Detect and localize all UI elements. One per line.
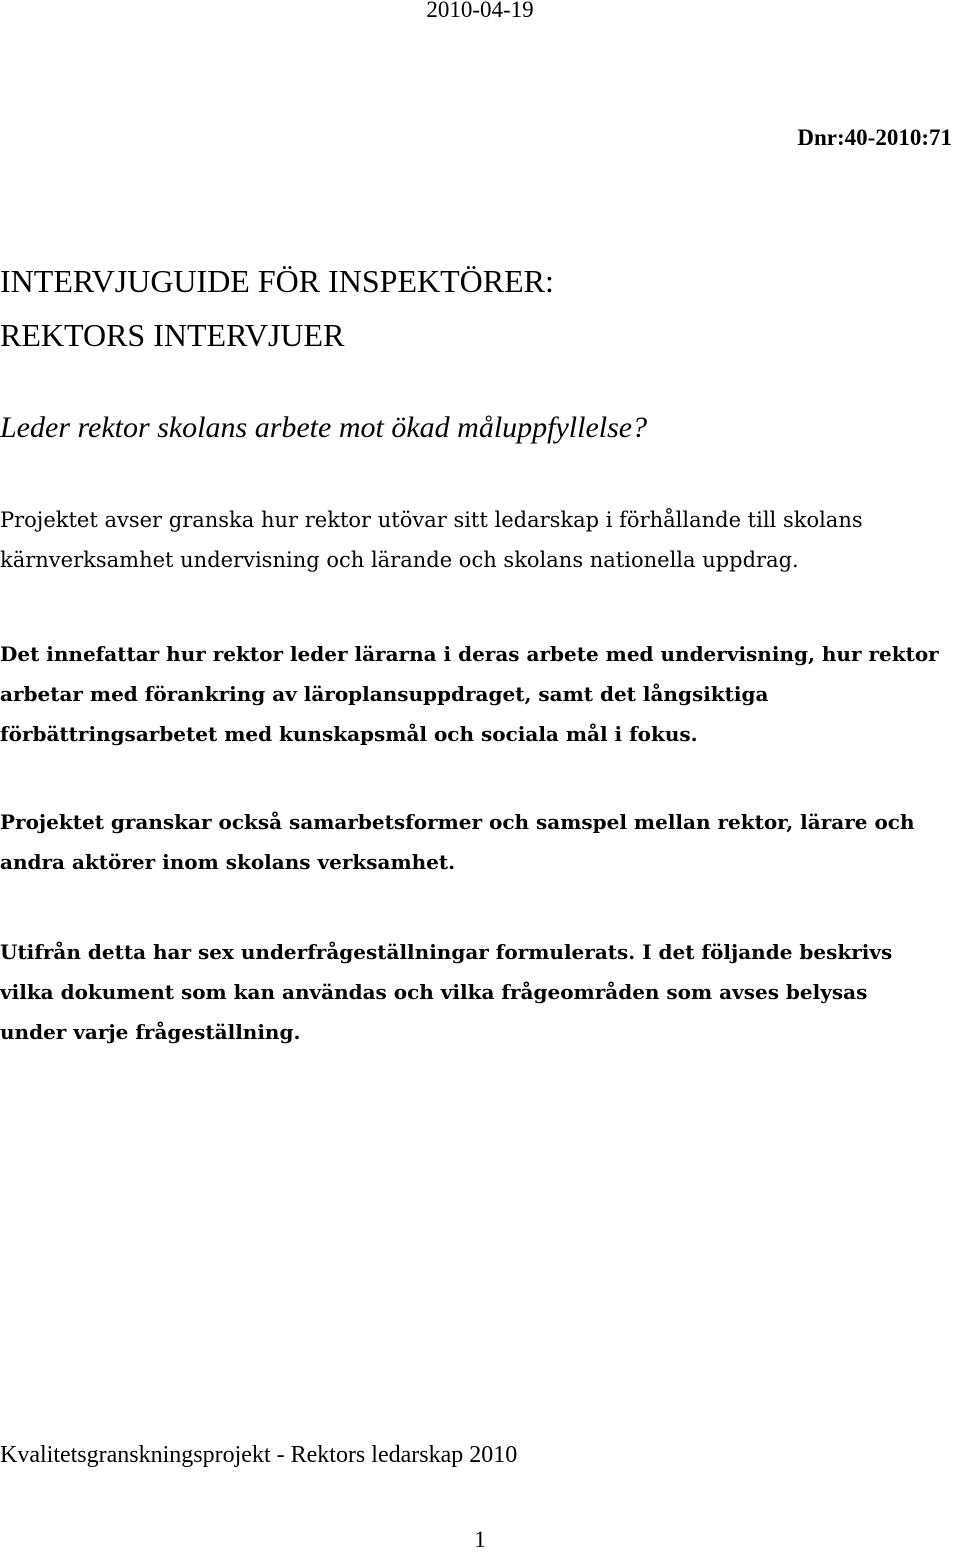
page-number: 1 bbox=[474, 1527, 486, 1552]
paragraph-line: Det innefattar hur rektor leder lärarna i deras arbete med undervisning, hur rektor bbox=[0, 642, 939, 666]
paragraph-line: förbättringsarbetet med kunskapsmål och sociala mål i fokus. bbox=[0, 722, 698, 746]
paragraph-line: vilka dokument som kan användas och vilka frågeområden som avses belysas bbox=[0, 980, 868, 1004]
paragraph-line: andra aktörer inom skolans verksamhet. bbox=[0, 850, 456, 874]
paragraph-questions bbox=[0, 932, 960, 1052]
document-subtitle: Leder rektor skolans arbete mot ökad måluppfyllelse? bbox=[0, 411, 648, 444]
paragraph-line: arbetar med förankring av läroplansuppdraget, samt det långsiktiga bbox=[0, 682, 769, 706]
paragraph-line: Utifrån detta har sex underfrågeställningar formulerats. I det följande beskrivs bbox=[0, 940, 893, 964]
registration-number: Dnr:40-2010:71 bbox=[797, 125, 952, 150]
footer-project-name: Kvalitetsgranskningsprojekt - Rektors ledarskap 2010 bbox=[0, 1442, 518, 1468]
paragraph-line: under varje frågeställning. bbox=[0, 1020, 301, 1044]
paragraph-collaboration bbox=[0, 802, 960, 882]
document-title bbox=[0, 254, 554, 362]
document-date: 2010-04-19 bbox=[426, 0, 534, 22]
title-line-2: REKTORS INTERVJUER bbox=[0, 317, 345, 353]
paragraph-scope bbox=[0, 500, 960, 580]
title-line-1: INTERVJUGUIDE FÖR INSPEKTÖRER: bbox=[0, 263, 554, 299]
paragraph-line: Projektet granskar också samarbetsformer och samspel mellan rektor, lärare och bbox=[0, 810, 915, 834]
paragraph-line: Projektet avser granska hur rektor utövar sitt ledarskap i förhållande till skolans bbox=[0, 508, 863, 532]
paragraph-line: kärnverksamhet undervisning och lärande och skolans nationella uppdrag. bbox=[0, 548, 799, 572]
paragraph-contents bbox=[0, 634, 960, 754]
